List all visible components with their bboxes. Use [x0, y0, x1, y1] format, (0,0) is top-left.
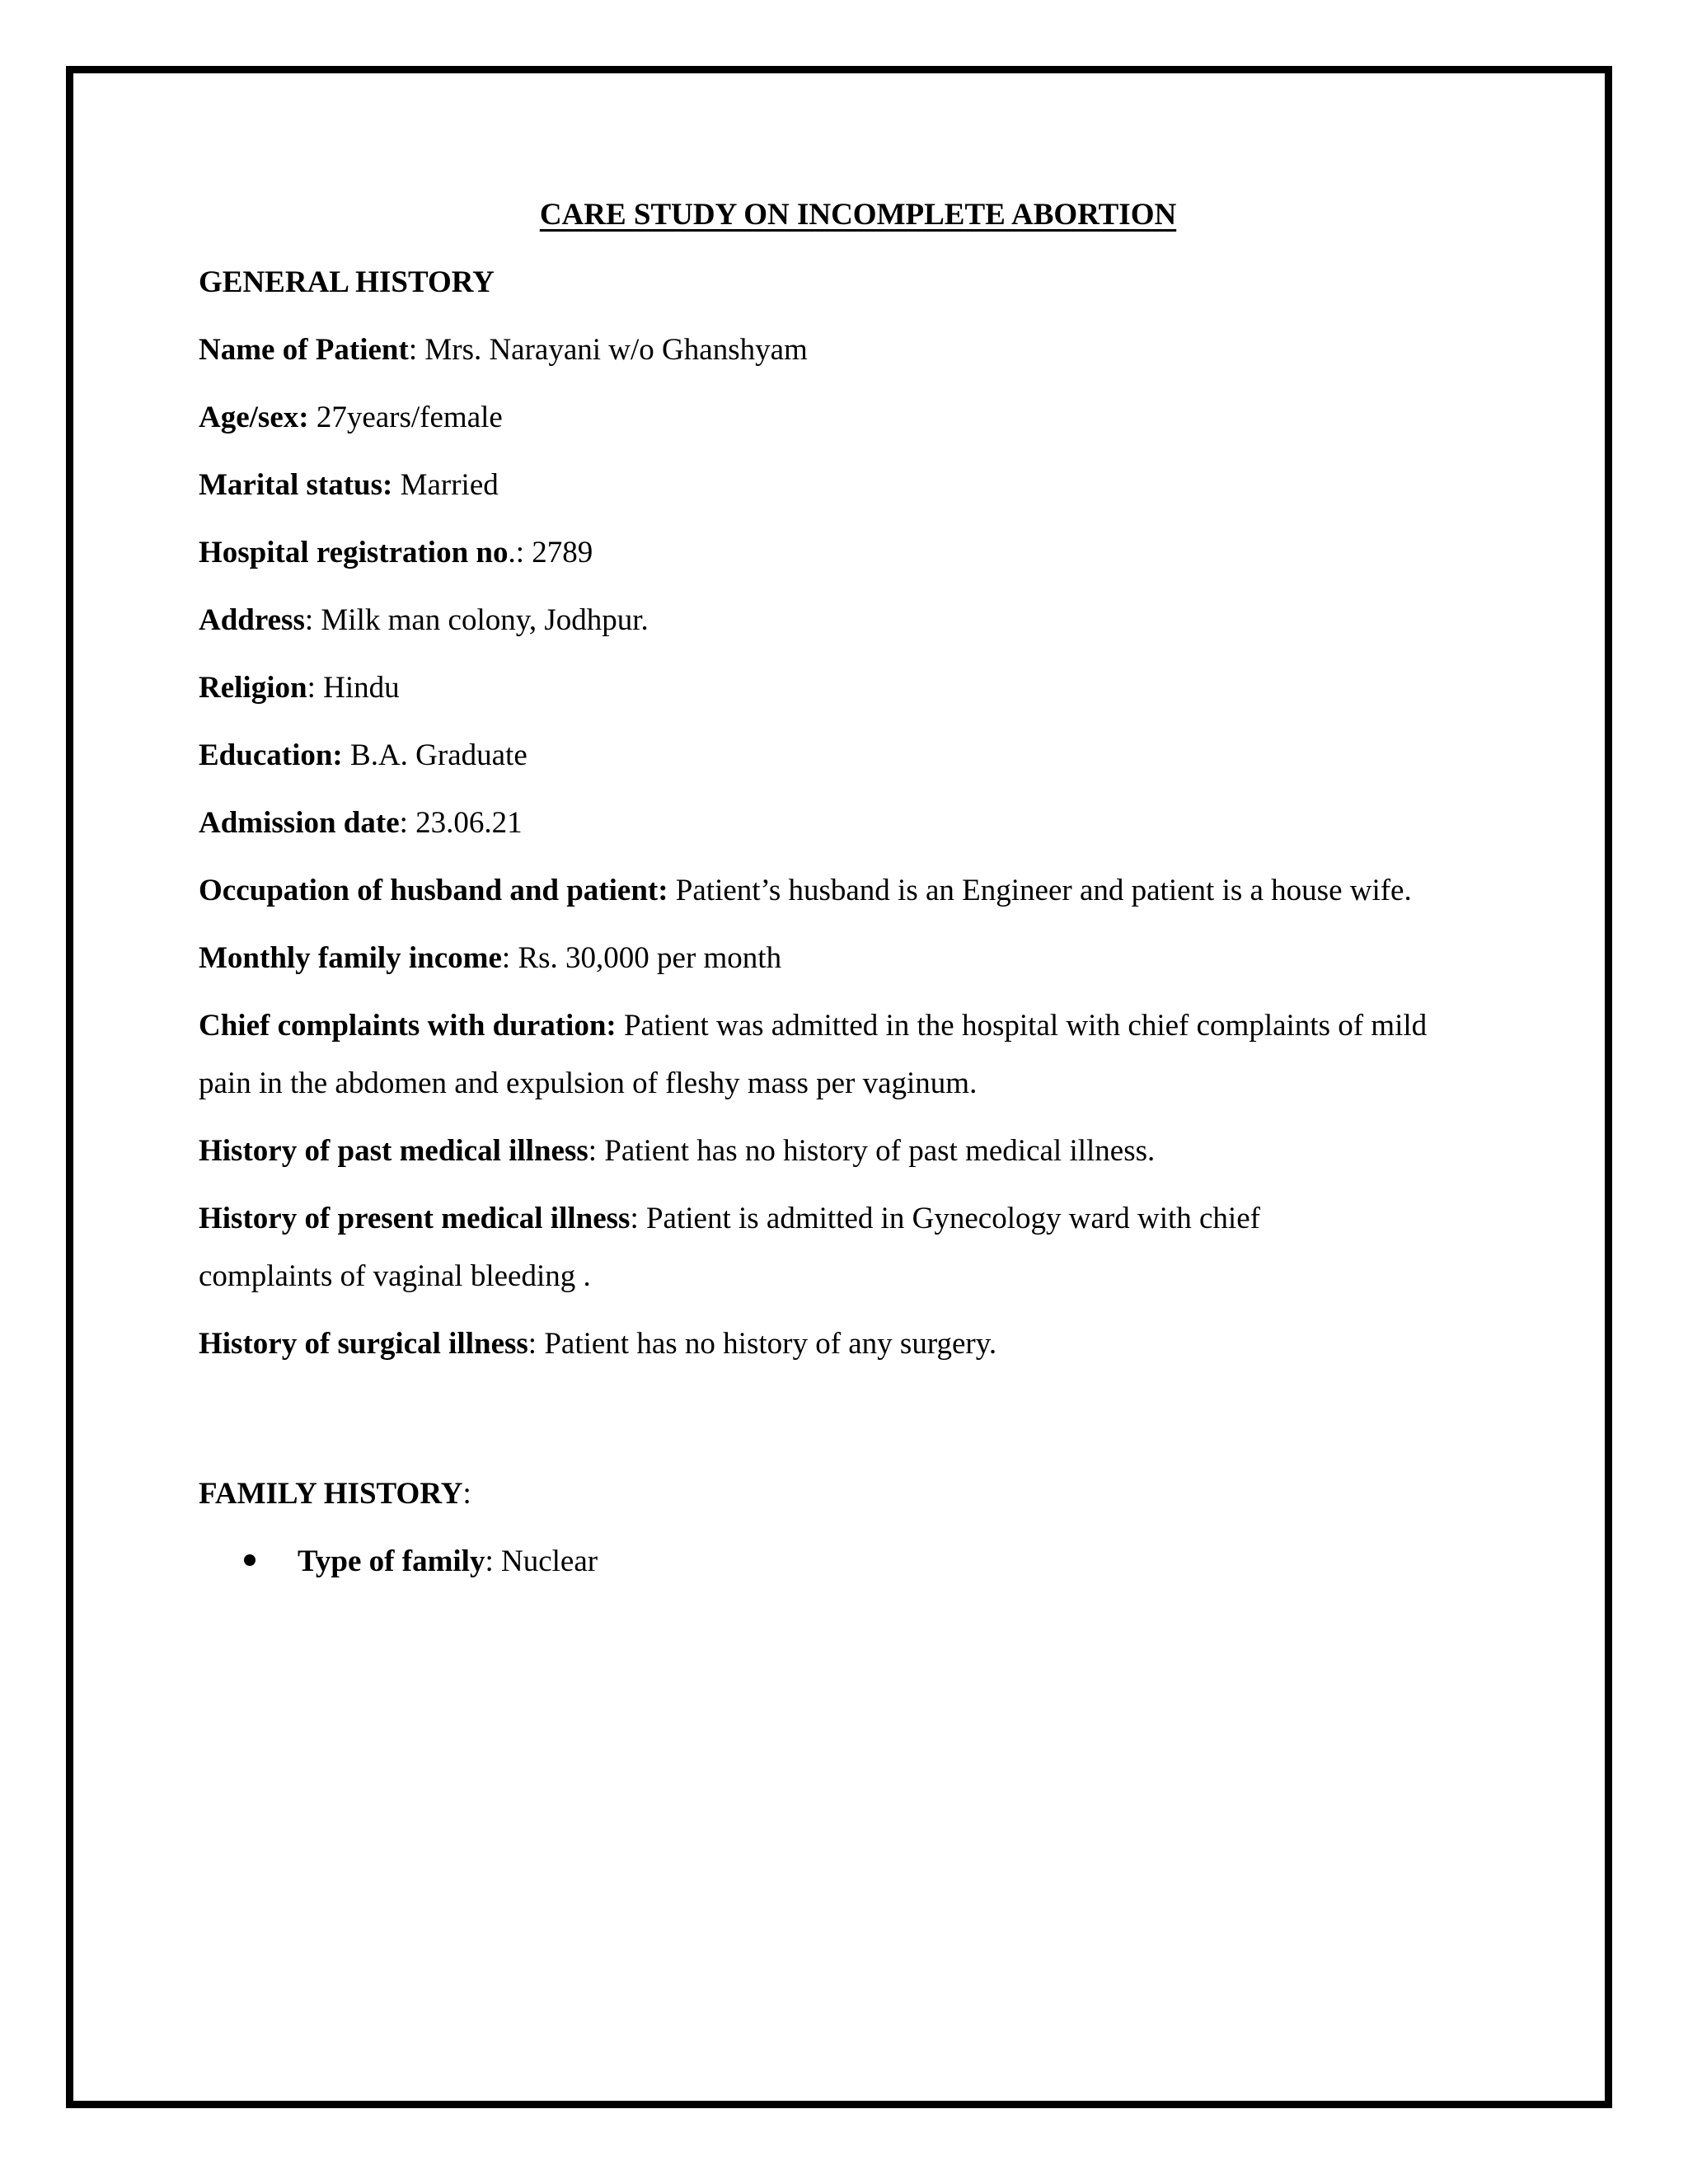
- family-history-heading: [199, 1474, 1484, 1515]
- field-separator: :: [485, 1544, 494, 1578]
- field-separator: :: [528, 1327, 537, 1361]
- field-separator: :: [307, 671, 316, 705]
- field-label: History of surgical illness: [199, 1327, 528, 1361]
- field-marital-status: [199, 465, 1484, 506]
- family-history-list: [199, 1541, 1484, 1582]
- field-value: Hindu: [315, 671, 400, 705]
- field-separator: :: [630, 1202, 639, 1235]
- field-value: 23.06.21: [407, 806, 523, 840]
- field-value: 2789: [524, 536, 593, 569]
- field-label: Occupation of husband and patient:: [199, 874, 668, 907]
- field-admission-date: [199, 803, 1484, 844]
- field-separator: :: [588, 1134, 598, 1168]
- field-separator: :: [501, 941, 511, 975]
- field-patient-name: [199, 330, 1484, 371]
- field-value: 27years/female: [308, 401, 503, 434]
- field-separator: :: [399, 806, 408, 840]
- field-education: [199, 735, 1484, 776]
- field-label: Type of family: [298, 1544, 485, 1578]
- field-present-medical-illness: [199, 1190, 1369, 1305]
- field-value: Patient’s husband is an Engineer and patient is a house wife.: [668, 874, 1412, 907]
- field-label: History of past medical illness: [199, 1134, 588, 1168]
- bullet-icon: [244, 1554, 256, 1566]
- family-history-heading-text: FAMILY HISTORY: [199, 1477, 463, 1511]
- field-separator: .:: [508, 536, 525, 569]
- field-religion: [199, 668, 1484, 709]
- field-label: Admission date: [199, 806, 400, 840]
- field-label: Address: [199, 603, 305, 637]
- field-value: Nuclear: [493, 1544, 598, 1578]
- field-address: [199, 600, 1484, 641]
- field-label: Marital status:: [199, 468, 393, 502]
- field-label: Education:: [199, 738, 343, 772]
- field-registration-no: [199, 532, 1484, 574]
- document-body: [199, 194, 1484, 1582]
- field-label: Chief complaints with duration:: [199, 1009, 617, 1043]
- field-value: Rs. 30,000 per month: [510, 941, 782, 975]
- field-value: Milk man colony, Jodhpur.: [313, 603, 649, 637]
- field-separator: :: [304, 603, 314, 637]
- document-title: CARE STUDY ON INCOMPLETE ABORTION: [539, 198, 1177, 232]
- field-value: Patient is admitted in Gynecology ward with chief complaints of vaginal bleeding .: [199, 1202, 1260, 1293]
- field-label: Name of Patient: [199, 333, 409, 367]
- field-occupation: [199, 862, 1484, 920]
- field-chief-complaints: [199, 997, 1484, 1113]
- list-item: [244, 1541, 1484, 1582]
- family-history-heading-suffix: :: [462, 1477, 471, 1511]
- field-value: Patient was admitted in the hospital with chief complaints of mild pain in the abdomen and expulsion of fleshy mass per vaginum.: [199, 1009, 1428, 1100]
- field-age-sex: [199, 397, 1484, 438]
- field-label: Religion: [199, 671, 307, 705]
- field-label: Hospital registration no: [199, 536, 509, 569]
- field-value: Patient has no history of any surgery.: [537, 1327, 997, 1361]
- field-separator: :: [408, 333, 418, 367]
- field-past-medical-illness: [199, 1131, 1484, 1172]
- field-value: Married: [392, 468, 499, 502]
- field-label: Monthly family income: [199, 941, 502, 975]
- field-monthly-income: [199, 938, 1484, 979]
- field-value: Patient has no history of past medical illness.: [597, 1134, 1156, 1168]
- field-label: History of present medical illness: [199, 1202, 631, 1235]
- field-label: Age/sex:: [199, 401, 309, 434]
- field-value: B.A. Graduate: [342, 738, 528, 772]
- field-surgical-illness: [199, 1324, 1484, 1365]
- section-spacer: [199, 1391, 1484, 1474]
- field-value: Mrs. Narayani w/o Ghanshyam: [417, 333, 808, 367]
- general-history-heading: GENERAL HISTORY: [199, 265, 495, 299]
